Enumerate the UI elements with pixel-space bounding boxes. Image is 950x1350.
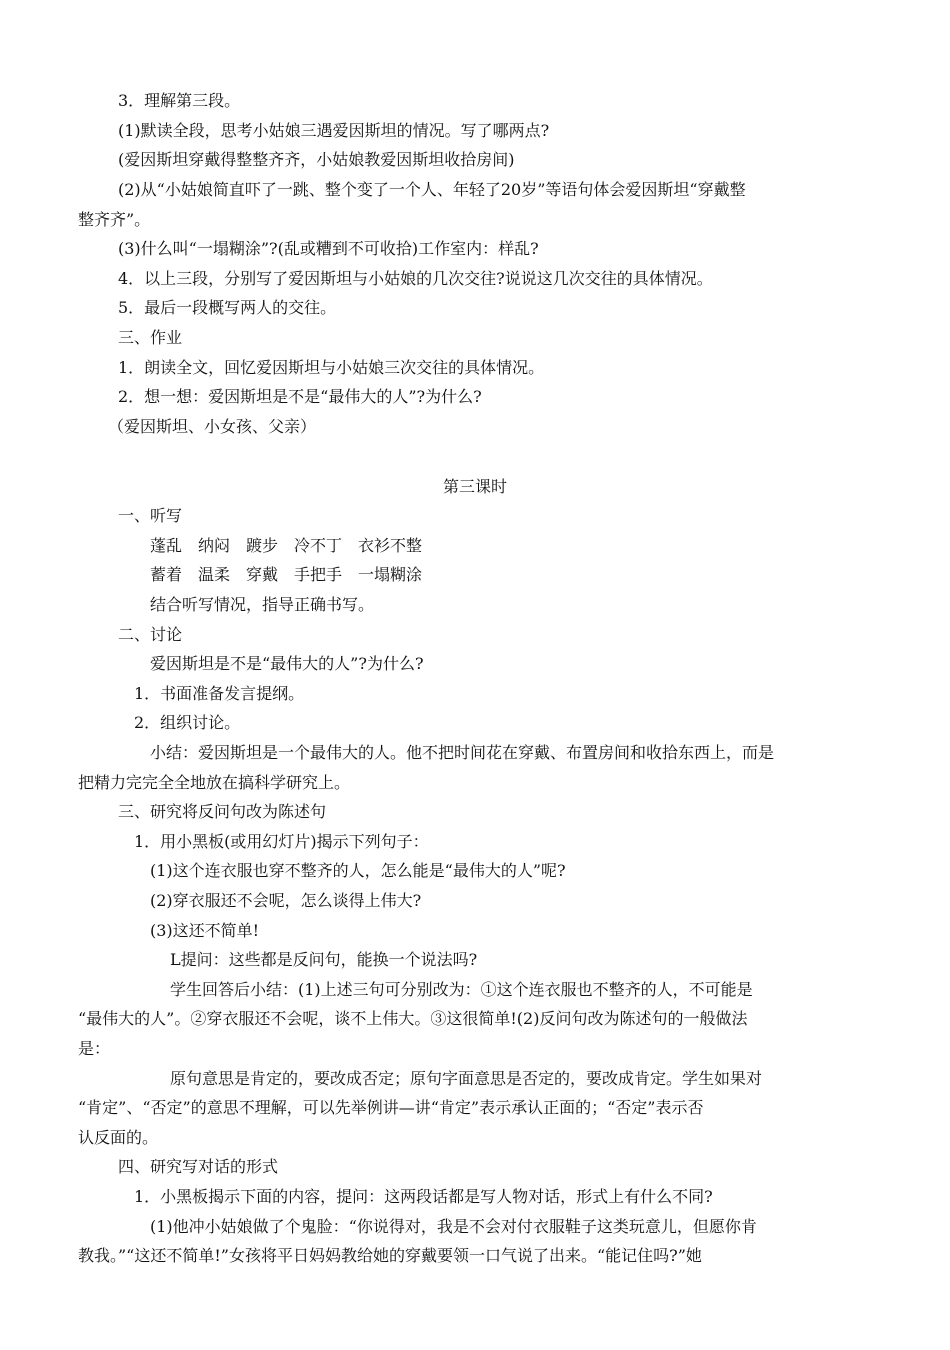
- text-line: 学生回答后小结：(1)上述三句可分别改为：①这个连衣服也不整齐的人，不可能是: [170, 980, 753, 999]
- text-line: “肯定”、“否定”的意思不理解，可以先举例讲—讲“肯定”表示承认正面的；“否定”表示否: [78, 1098, 704, 1117]
- section-heading: 三、研究将反问句改为陈述句: [118, 802, 327, 821]
- text-line: 1．小黑板揭示下面的内容，提问：这两段话都是写人物对话，形式上有什么不同?: [134, 1187, 713, 1206]
- text-line: 2．组织讨论。: [134, 713, 241, 732]
- section-heading: 一、听写: [118, 506, 183, 525]
- text-line: 爱因斯坦是不是“最伟大的人”?为什么?: [150, 654, 424, 673]
- text-line: 是：: [78, 1039, 111, 1058]
- text-line: 把精力完完全全地放在搞科学研究上。: [78, 773, 351, 792]
- text-line: (2)从“小姑娘简直吓了一跳、整个变了一个人、年轻了20岁”等语句体会爱因斯坦“穿戴整: [118, 180, 746, 199]
- text-line: “最伟大的人”。②穿衣服还不会呢，谈不上伟大。③这很简单!(2)反问句改为陈述句的一般做法: [78, 1009, 748, 1028]
- section-heading: 四、研究写对话的形式: [118, 1157, 279, 1176]
- text-line: 原句意思是肯定的，要改成否定；原句字面意思是否定的，要改成肯定。学生如果对: [170, 1069, 763, 1088]
- dictation-words: 蓬乱 纳闷 踱步 冷不丁 衣衫不整: [150, 536, 423, 555]
- text-line: 2．想一想：爱因斯坦是不是“最伟大的人”?为什么?: [118, 387, 482, 406]
- text-line: (1)这个连衣服也穿不整齐的人，怎么能是“最伟大的人”呢?: [150, 861, 566, 880]
- section-heading: 三、作业: [118, 328, 183, 347]
- text-line: 小结：爱因斯坦是一个最伟大的人。他不把时间花在穿戴、布置房间和收拾东西上，而是: [150, 743, 775, 762]
- text-line: 结合听写情况，指导正确书写。: [150, 595, 375, 614]
- text-line: 1．用小黑板(或用幻灯片)揭示下列句子：: [134, 832, 429, 851]
- lesson-title: 第三课时: [442, 477, 507, 496]
- text-line: 整齐齐”。: [78, 210, 151, 229]
- text-line: (1)默读全段，思考小姑娘三遇爱因斯坦的情况。写了哪两点?: [118, 121, 550, 140]
- text-line: 1．朗读全文，回忆爱因斯坦与小姑娘三次交往的具体情况。: [118, 358, 545, 377]
- text-line: 5．最后一段概写两人的交往。: [118, 298, 337, 317]
- text-line: L提问：这些都是反问句，能换一个说法吗?: [170, 950, 478, 969]
- text-line: 教我。”“这还不简单!”女孩将平日妈妈教给她的穿戴要领一口气说了出来。“能记住吗?”她: [78, 1246, 702, 1265]
- text-line: (爱因斯坦穿戴得整整齐齐，小姑娘教爱因斯坦收拾房间): [118, 150, 515, 169]
- text-line: (3)这还不简单!: [150, 921, 260, 940]
- section-heading: 二、讨论: [118, 625, 183, 644]
- text-line: 4．以上三段，分别写了爱因斯坦与小姑娘的几次交往?说说这几次交往的具体情况。: [118, 269, 713, 288]
- text-line: 1．书面准备发言提纲。: [134, 684, 305, 703]
- text-line: 3．理解第三段。: [118, 91, 241, 110]
- text-line: (1)他冲小姑娘做了个鬼脸：“你说得对，我是不会对付衣服鞋子这类玩意儿，但愿你肯: [150, 1217, 757, 1236]
- text-line: （爱因斯坦、小女孩、父亲）: [108, 417, 317, 436]
- text-line: (3)什么叫“一塌糊涂”?(乱或糟到不可收拾)工作室内：样乱?: [118, 239, 539, 258]
- text-line: (2)穿衣服还不会呢，怎么谈得上伟大?: [150, 891, 422, 910]
- text-line: 认反面的。: [78, 1128, 159, 1147]
- dictation-words: 蓄着 温柔 穿戴 手把手 一塌糊涂: [150, 565, 423, 584]
